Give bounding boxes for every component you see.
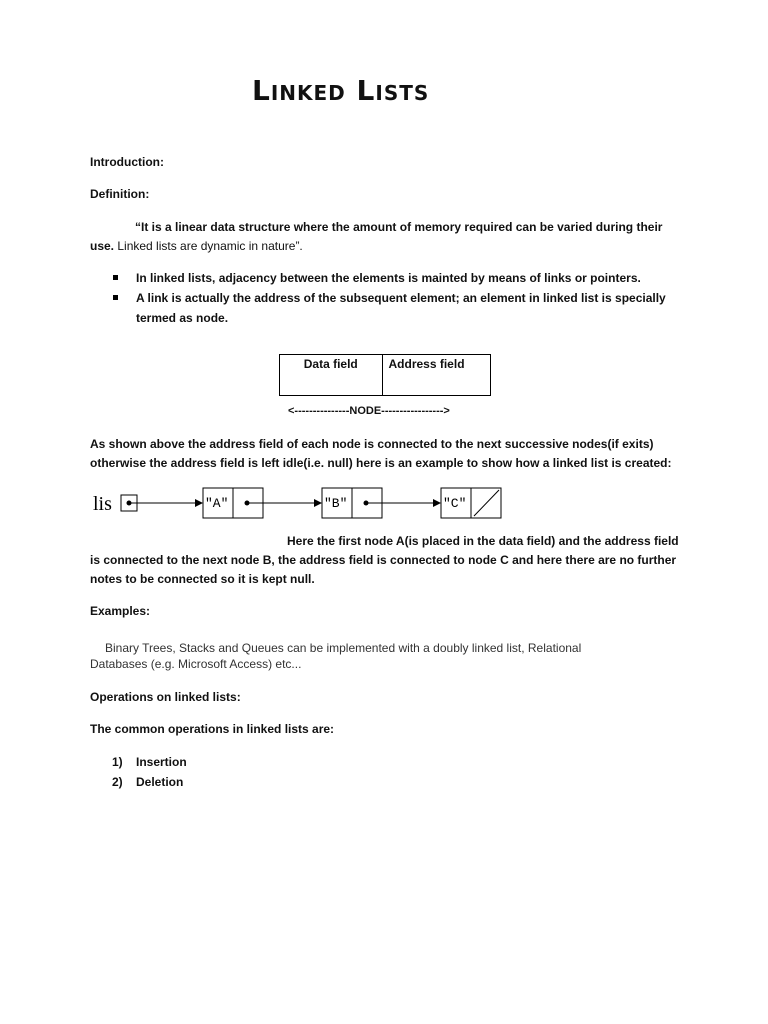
page-title: Linked Lists xyxy=(252,74,430,107)
definition-line-2 xyxy=(90,237,662,256)
introduction-heading: Introduction: xyxy=(90,155,164,169)
operations-intro: The common operations in linked lists are: xyxy=(90,722,335,736)
shown-line-1: As shown above the address field of each node is connected to the next successive nodes(if exits) xyxy=(90,437,654,451)
explanation-line-3: notes to be connected so it is kept null. xyxy=(90,572,315,586)
operation-item xyxy=(112,772,187,792)
node-c-data: "C" xyxy=(443,496,467,511)
bullet-item: A link is actually the address of the subsequent element; an element in linked list is specially termed as node. xyxy=(112,288,672,328)
operation-label: Insertion xyxy=(136,755,187,769)
operation-label: Deletion xyxy=(136,775,184,789)
operation-number: 1) xyxy=(112,755,123,769)
null-pointer-slash xyxy=(474,490,499,516)
operation-number: 2) xyxy=(112,775,123,789)
shown-above-paragraph xyxy=(90,435,672,473)
examples-line-1: Binary Trees, Stacks and Queues can be implemented with a doubly linked list, Relational xyxy=(105,641,582,655)
node-structure-table xyxy=(279,354,491,396)
explanation-paragraph xyxy=(90,532,679,589)
definition-text xyxy=(90,218,662,256)
operations-list xyxy=(112,752,187,792)
operations-heading: Operations on linked lists: xyxy=(90,690,241,704)
explanation-line-2: is connected to the next node B, the address field is connected to node C and here there are no further xyxy=(90,553,677,567)
explanation-line-1: Here the first node A(is placed in the data field) and the address field xyxy=(287,534,679,548)
node-label: <---------------NODE-----------------> xyxy=(288,405,450,417)
head-pointer-label: lis xyxy=(93,493,112,515)
data-field-cell: Data field xyxy=(303,357,358,371)
definition-line-2-bold: use. xyxy=(90,239,115,253)
definition-heading: Definition: xyxy=(90,187,150,201)
bullet-list xyxy=(112,268,672,328)
node-b-data: "B" xyxy=(324,496,348,511)
shown-line-2: otherwise the address field is left idle(i.e. null) here is an example to show how a linked list is created: xyxy=(90,456,672,470)
examples-text xyxy=(90,640,581,672)
linked-list-diagram xyxy=(90,480,510,525)
operation-item xyxy=(112,752,187,772)
examples-heading: Examples: xyxy=(90,604,151,618)
node-a-data: "A" xyxy=(205,496,229,511)
definition-line-1: “It is a linear data structure where the amount of memory required can be varied during their xyxy=(135,220,663,234)
bullet-item: In linked lists, adjacency between the elements is mainted by means of links or pointers. xyxy=(112,268,672,288)
definition-line-2-light: Linked lists are dynamic in nature”. xyxy=(114,239,303,253)
examples-line-2: Databases (e.g. Microsoft Access) etc... xyxy=(90,657,302,671)
address-field-cell: Address field xyxy=(382,355,491,395)
